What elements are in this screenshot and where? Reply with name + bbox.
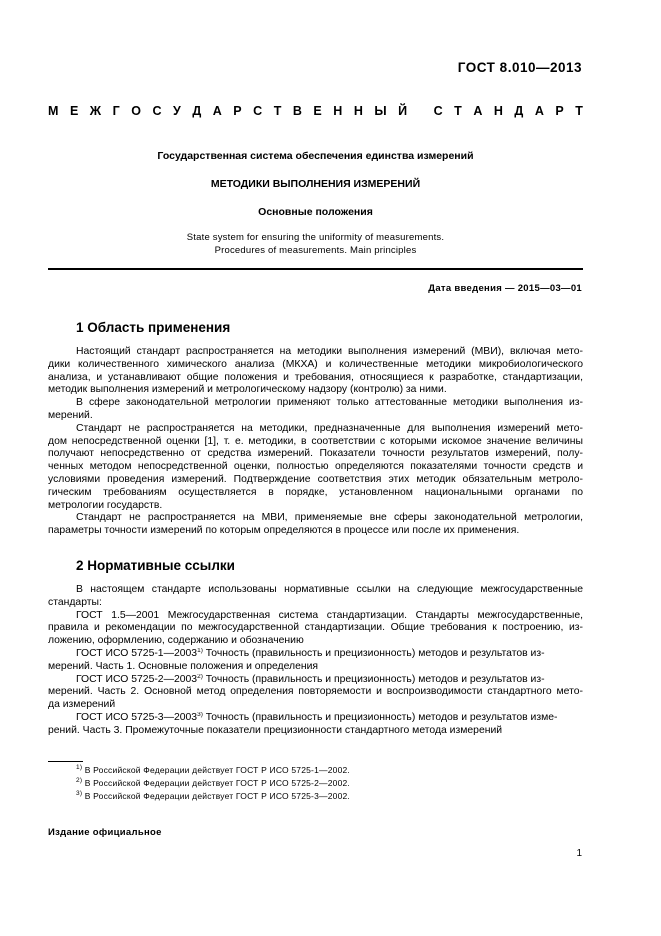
banner-letter: Ы [374, 104, 387, 118]
text-line: методик выполнения измерений и метрологическому надзору (контролю) за ними. [48, 384, 447, 396]
banner-letter: Е [313, 104, 322, 118]
footnote-text: В Российской Федерации действует ГОСТ Р ИСО 5725-2—2002. [82, 777, 350, 788]
footnote [76, 764, 350, 777]
text-line: мерений. [48, 409, 93, 421]
text-line: Стандарт не распространяется на МВИ, применяемые вне сферы законодательной метрологии, [76, 512, 583, 524]
reference-line [48, 674, 583, 687]
section-2-body [48, 584, 583, 738]
reference-line [48, 712, 583, 725]
banner-letter: О [131, 104, 141, 118]
section-1-heading: 1 Область применения [76, 320, 231, 335]
english-title [48, 231, 583, 257]
banner-letter: А [534, 104, 544, 118]
footnote-mark: 1) [76, 764, 83, 771]
text-line: метрологии государств. [48, 499, 163, 511]
reference-text: Точность (правильность и прецизионность) методов и результатов из- [202, 673, 545, 685]
text-line: параметры точности измерений по которым определяются в процессе или после их применения. [48, 525, 520, 537]
banner-letter: Ж [89, 104, 102, 118]
text-line: дики количественного химического анализа (МКХА) и количественные методики микробиологического [48, 358, 583, 370]
standard-type-banner [48, 104, 583, 118]
reference-text: Точность (правильность и прецизионность) методов и результатов из- [202, 647, 545, 659]
footnote-mark: 2) [197, 673, 203, 680]
footnote-mark: 3) [197, 711, 203, 718]
banner-letter: В [292, 104, 302, 118]
reference-line [48, 648, 583, 661]
text-line: правила и рекомендации по межгосударственной стандартизации. Общие требования к построению, из- [48, 622, 583, 634]
english-title-line: Procedures of measurements. Main principles [214, 245, 417, 256]
banner-letter: Н [333, 104, 343, 118]
banner-letter: Н [493, 104, 503, 118]
text-line: мерений. Часть 2. Основной метод определения повторяемости и воспроизводимости стандартного мето- [48, 686, 583, 698]
text-line: дом непосредственной оценки [1], т. е. методики, в соответствии с которыми искомое значение величины [48, 435, 583, 447]
system-title: Государственная система обеспечения единства измерений [157, 150, 474, 162]
banner-letter: Р [555, 104, 564, 118]
page-number: 1 [576, 848, 582, 859]
banner-letter: Й [398, 104, 408, 118]
text-line: ложению, оформлению, содержанию и обозначению [48, 635, 304, 647]
banner-letter: А [473, 104, 483, 118]
document-title: МЕТОДИКИ ВЫПОЛНЕНИЯ ИЗМЕРЕНИЙ [210, 178, 421, 190]
banner-letter: Г [112, 104, 120, 118]
footnote-text: В Российской Федерации действует ГОСТ Р ИСО 5725-3—2002. [82, 790, 350, 801]
text-line: Настоящий стандарт распространяется на методики выполнения измерений (МВИ), включая мето- [76, 346, 583, 357]
text-line: В сфере законодательной метрологии применяют только аттестованные методики выполнения из- [76, 397, 583, 409]
banner-letter: Н [353, 104, 363, 118]
introduction-date: Дата введения — 2015—03—01 [428, 283, 582, 294]
document-code: ГОСТ 8.010—2013 [457, 60, 582, 75]
banner-letter: Т [454, 104, 462, 118]
footnote [76, 790, 350, 803]
text-line: условиями проведения измерений. Подтверждение соответствия этих методик обязательным метроло- [48, 473, 583, 485]
footnote-text: В Российской Федерации действует ГОСТ Р ИСО 5725-1—2002. [82, 765, 350, 775]
banner-letter: М [48, 104, 59, 118]
footnote-mark: 3) [76, 789, 83, 797]
text-line: мерений. Часть 1. Основные положения и определения [48, 660, 319, 672]
text-line: рений. Часть 3. Промежуточные показатели прецизионности стандартного метода измерений [48, 724, 503, 736]
banner-letter: Т [575, 104, 583, 118]
text-line: гическим требованиям осуществляется в порядке, установленном национальными органами по [48, 486, 583, 498]
text-line: получают непосредственно от средства измерений. Показатели точности результатов измерений, полу- [48, 448, 583, 460]
reference-text: Точность (правильность и прецизионность) методов и результатов изме- [202, 711, 558, 723]
banner-letter: С [253, 104, 263, 118]
text-line: ГОСТ 1.5—2001 Межгосударственная система стандартизации. Стандарты межгосударственные, [76, 609, 583, 621]
text-line: стандарты: [48, 596, 102, 608]
footnote-mark: 2) [76, 776, 83, 784]
section-2-heading: 2 Нормативные ссылки [76, 558, 235, 573]
footnote [76, 777, 350, 790]
edition-note: Издание официальное [48, 827, 162, 838]
english-title-line: State system for ensuring the uniformity of measurements. [186, 232, 445, 243]
footnote-divider [48, 761, 83, 762]
reference-code: ГОСТ ИСО 5725-3—2003 [76, 711, 198, 723]
banner-letter: С [152, 104, 162, 118]
banner-letter: Р [233, 104, 242, 118]
banner-letter: Т [273, 104, 282, 118]
document-subtitle: Основные положения [258, 206, 373, 218]
text-line: да измерений [48, 699, 116, 711]
title-divider [48, 268, 583, 270]
banner-letter: Д [192, 104, 202, 118]
footnotes [76, 764, 350, 802]
banner-letter: У [173, 104, 181, 118]
text-line: ченных методом непосредственной оценки, полностью определяются показателями точности средств и [48, 461, 583, 473]
banner-gap [419, 104, 422, 118]
reference-code: ГОСТ ИСО 5725-1—2003 [76, 647, 198, 659]
text-line: анализа, и устанавливают общие положения и требования, относящиеся к разработке, стандартизации, [48, 371, 583, 383]
text-line: Стандарт не распространяется на методики, предназначенные для выполнения измерений мето- [76, 422, 583, 434]
reference-code: ГОСТ ИСО 5725-2—2003 [76, 673, 198, 685]
banner-letter: С [433, 104, 443, 118]
section-1-body [48, 346, 583, 538]
banner-letter: Е [69, 104, 79, 118]
footnote-mark: 1) [197, 647, 203, 654]
banner-letter: А [212, 104, 222, 118]
text-line: В настоящем стандарте использованы нормативные ссылки на следующие межгосударственные [76, 584, 583, 595]
banner-letter: Д [514, 104, 524, 118]
